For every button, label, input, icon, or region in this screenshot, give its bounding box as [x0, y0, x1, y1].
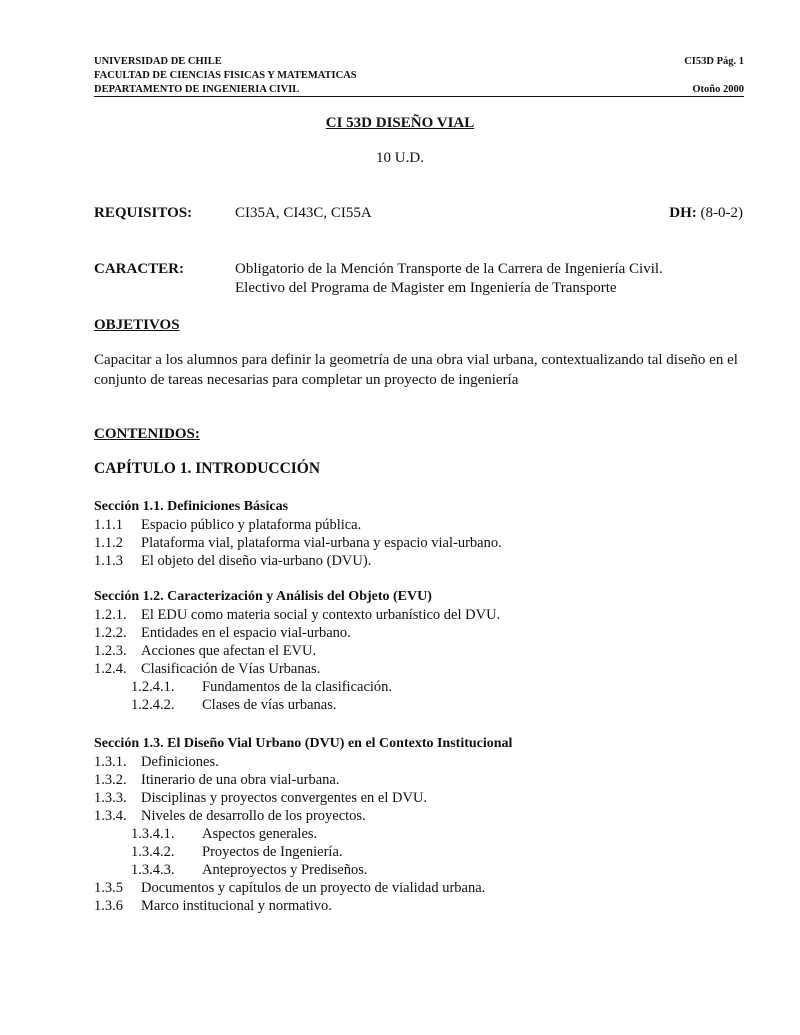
- subitem-number: 1.3.4.2.: [131, 844, 175, 860]
- item-text: Definiciones.: [141, 754, 219, 770]
- item-number: 1.3.1.: [94, 754, 127, 770]
- list-item: [94, 535, 502, 553]
- list-item: [94, 754, 219, 772]
- list-item: [94, 790, 427, 808]
- subitem-text: Anteproyectos y Prediseños.: [202, 862, 368, 878]
- dh-label: DH:: [669, 205, 697, 221]
- subitem-text: Fundamentos de la clasificación.: [202, 679, 393, 695]
- item-text: Espacio público y plataforma pública.: [141, 517, 362, 533]
- item-number: 1.3.5: [94, 880, 123, 896]
- item-text: Plataforma vial, plataforma vial-urbana y espacio vial-urbano.: [141, 535, 502, 551]
- list-item: [94, 772, 339, 790]
- list-subitem: [131, 826, 317, 844]
- item-text: Niveles de desarrollo de los proyectos.: [141, 808, 366, 824]
- list-subitem: [131, 679, 392, 697]
- item-text: Entidades en el espacio vial-urbano.: [141, 625, 351, 641]
- requisitos-label: REQUISITOS:: [94, 205, 193, 221]
- term-label: Otoño 2000: [692, 84, 744, 95]
- list-item: [94, 625, 351, 643]
- contenidos-heading: CONTENIDOS:: [94, 426, 200, 442]
- caracter-line-1: Obligatorio de la Mención Transporte de la Carrera de Ingeniería Civil.: [235, 261, 663, 277]
- item-number: 1.1.3: [94, 553, 123, 569]
- subitem-number: 1.3.4.3.: [131, 862, 175, 878]
- list-item: [94, 643, 316, 661]
- item-text: Disciplinas y proyectos convergentes en el DVU.: [141, 790, 428, 806]
- item-text: Marco institucional y normativo.: [141, 898, 332, 914]
- item-number: 1.2.4.: [94, 661, 127, 677]
- list-subitem: [131, 844, 343, 862]
- list-item: [94, 553, 371, 571]
- item-number: 1.1.1: [94, 517, 123, 533]
- header-line-3: [94, 84, 744, 97]
- requisitos-value: CI35A, CI43C, CI55A: [235, 205, 372, 221]
- list-item: [94, 607, 500, 625]
- dh-hours: (8-0-2): [696, 205, 743, 221]
- list-item: [94, 517, 361, 535]
- item-number: 1.1.2: [94, 535, 123, 551]
- objetivos-heading: OBJETIVOS: [94, 317, 180, 333]
- item-text: Documentos y capítulos de un proyecto de vialidad urbana.: [141, 880, 486, 896]
- item-text: Clasificación de Vías Urbanas.: [141, 661, 321, 677]
- university-name: UNIVERSIDAD DE CHILE: [94, 56, 222, 67]
- course-units: 10 U.D.: [376, 150, 424, 166]
- item-text: Acciones que afectan el EVU.: [141, 643, 317, 659]
- item-number: 1.3.6: [94, 898, 123, 914]
- item-number: 1.3.4.: [94, 808, 127, 824]
- objetivos-text: Capacitar a los alumnos para definir la geometría de una obra vial urbana, contextualizando tal diseño en el conjunto de tareas necesarias para completar un proyecto de ingeniería: [94, 352, 738, 388]
- subitem-text: Clases de vías urbanas.: [202, 697, 337, 713]
- header-line-2: [94, 70, 744, 81]
- section-title: Sección 1.3. El Diseño Vial Urbano (DVU) en el Contexto Institucional: [94, 736, 513, 751]
- subitem-number: 1.2.4.2.: [131, 697, 175, 713]
- item-number: 1.2.2.: [94, 625, 127, 641]
- dh-value: [669, 205, 743, 222]
- subitem-number: 1.3.4.1.: [131, 826, 175, 842]
- caracter-line-2: Electivo del Programa de Magister em Ingeniería de Transporte: [235, 280, 617, 296]
- item-number: 1.2.1.: [94, 607, 127, 623]
- list-item: [94, 898, 332, 916]
- chapter-title: CAPÍTULO 1. INTRODUCCIÓN: [94, 460, 321, 477]
- faculty-name: FACULTAD DE CIENCIAS FISICAS Y MATEMATICAS: [94, 70, 357, 81]
- subitem-number: 1.2.4.1.: [131, 679, 175, 695]
- section-title: Sección 1.2. Caracterización y Análisis del Objeto (EVU): [94, 589, 432, 604]
- list-subitem: [131, 697, 337, 715]
- item-number: 1.3.3.: [94, 790, 127, 806]
- item-number: 1.3.2.: [94, 772, 127, 788]
- item-text: Itinerario de una obra vial-urbana.: [141, 772, 340, 788]
- subitem-text: Proyectos de Ingeniería.: [202, 844, 343, 860]
- list-subitem: [131, 862, 368, 880]
- list-item: [94, 880, 485, 898]
- item-number: 1.2.3.: [94, 643, 127, 659]
- header-line-1: [94, 56, 744, 67]
- course-page-label: CI53D Pág. 1: [684, 56, 744, 67]
- item-text: El objeto del diseño via-urbano (DVU).: [141, 553, 372, 569]
- item-text: El EDU como materia social y contexto urbanístico del DVU.: [141, 607, 501, 623]
- course-title: CI 53D DISEÑO VIAL: [325, 115, 475, 131]
- list-item: [94, 808, 366, 826]
- section-title: Sección 1.1. Definiciones Básicas: [94, 499, 289, 514]
- department-name: DEPARTAMENTO DE INGENIERIA CIVIL: [94, 84, 300, 95]
- list-item: [94, 661, 320, 679]
- subitem-text: Aspectos generales.: [202, 826, 318, 842]
- caracter-label: CARACTER:: [94, 261, 184, 277]
